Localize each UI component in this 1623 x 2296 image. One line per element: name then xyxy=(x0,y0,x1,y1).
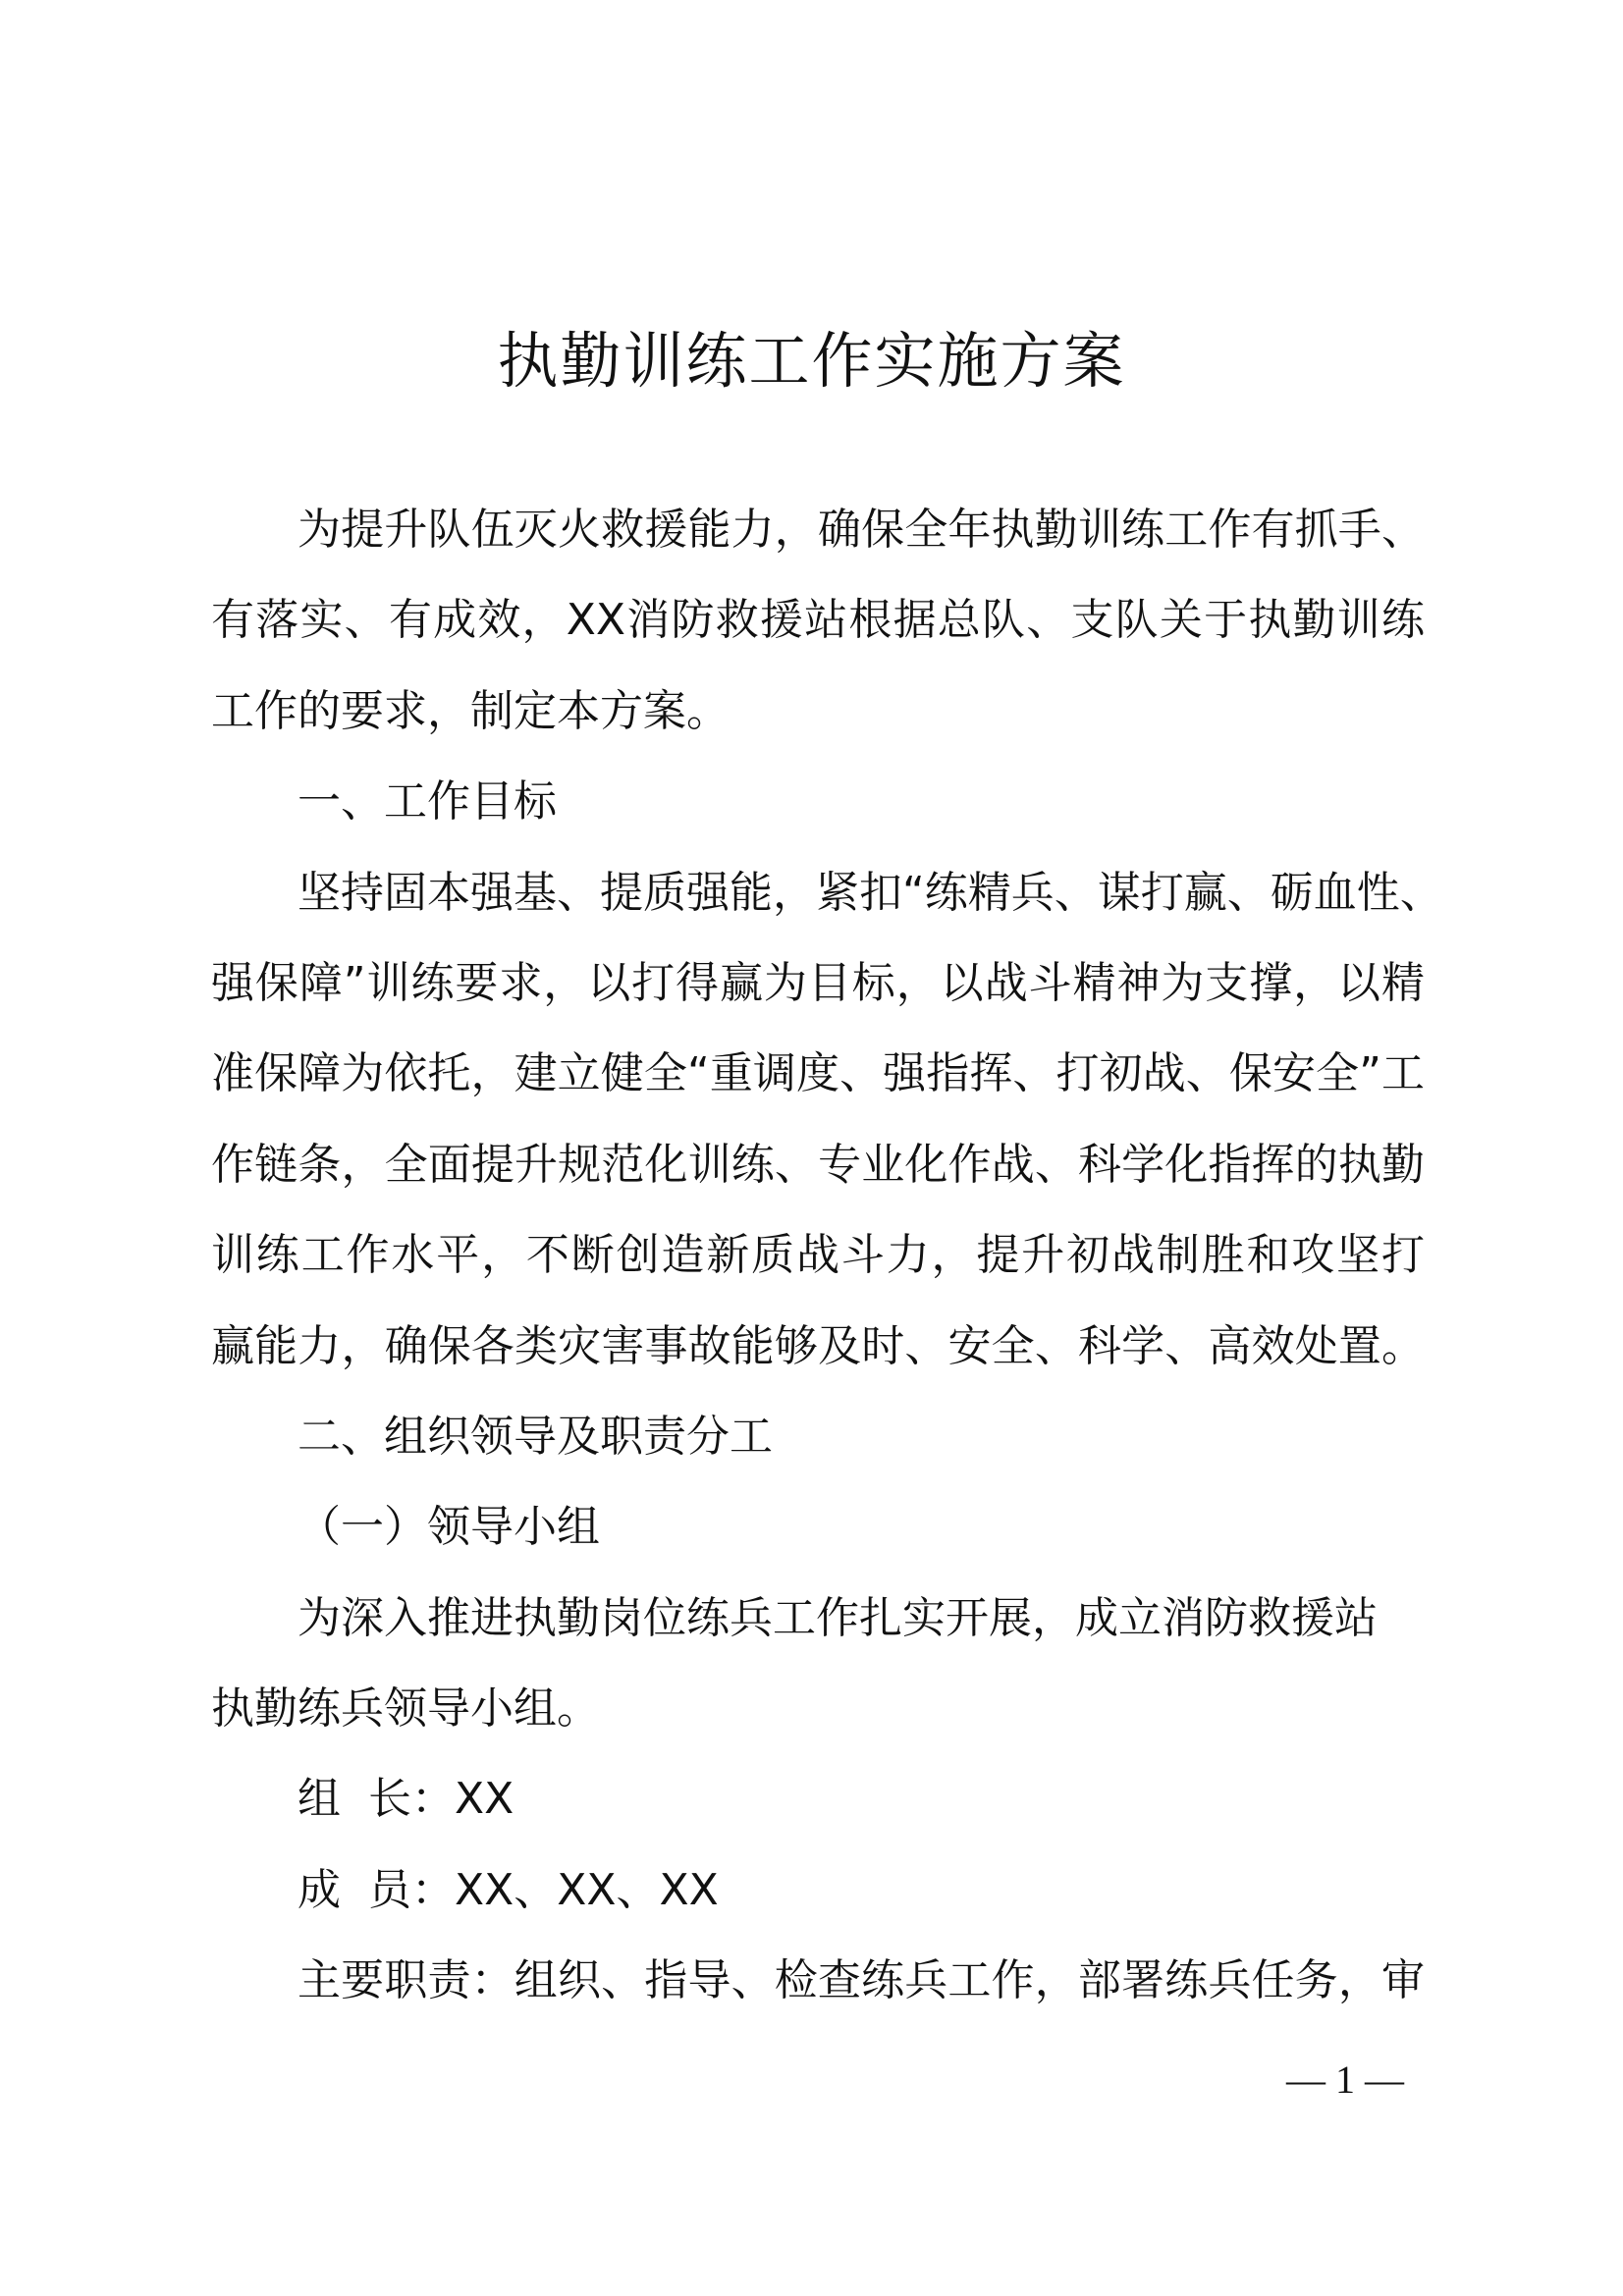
paragraph-line: 强保障”训练要求，以打得赢为目标，以战斗精神为支撑，以精 xyxy=(211,957,1425,1008)
paragraph-line: 作链条，全面提升规范化训练、专业化作战、科学化指挥的执勤 xyxy=(211,1139,1425,1190)
paragraph-line: 赢能力，确保各类灾害事故能够及时、安全、科学、高效处置。 xyxy=(211,1320,1425,1371)
document-body xyxy=(211,485,1443,2027)
section-heading: 一、工作目标 xyxy=(298,776,557,828)
group-leader-line: 组 长：XX xyxy=(298,1774,514,1825)
paragraph-line: 准保障为依托，建立健全“重调度、强指挥、打初战、保安全”工 xyxy=(211,1048,1425,1099)
paragraph-line: 为提升队伍灭火救援能力，确保全年执勤训练工作有抓手、 xyxy=(298,505,1425,555)
paragraph-line: 训练工作水平，不断创造新质战斗力，提升初战制胜和攻坚打 xyxy=(211,1230,1425,1281)
paragraph-line: 主要职责：组织、指导、检查练兵工作，部署练兵任务，审 xyxy=(298,1955,1425,2006)
page-number: — 1 — xyxy=(1286,2057,1404,2102)
paragraph-line: 有落实、有成效，XX消防救援站根据总队、支队关于执勤训练 xyxy=(211,595,1425,646)
paragraph-line: 坚持固本强基、提质强能，紧扣“练精兵、谋打赢、砺血性、 xyxy=(298,867,1443,918)
paragraph-line: 执勤练兵领导小组。 xyxy=(211,1683,600,1735)
group-members-line: 成 员：XX、XX、XX xyxy=(298,1864,719,1915)
paragraph-line: 工作的要求，制定本方案。 xyxy=(211,685,730,736)
section-heading: 二、组织领导及职责分工 xyxy=(298,1411,773,1462)
paragraph-line: 为深入推进执勤岗位练兵工作扎实开展，成立消防救援站 xyxy=(298,1592,1378,1643)
subsection-heading: （一）领导小组 xyxy=(298,1502,600,1553)
document-title: 执勤训练工作实施方案 xyxy=(497,325,1126,397)
